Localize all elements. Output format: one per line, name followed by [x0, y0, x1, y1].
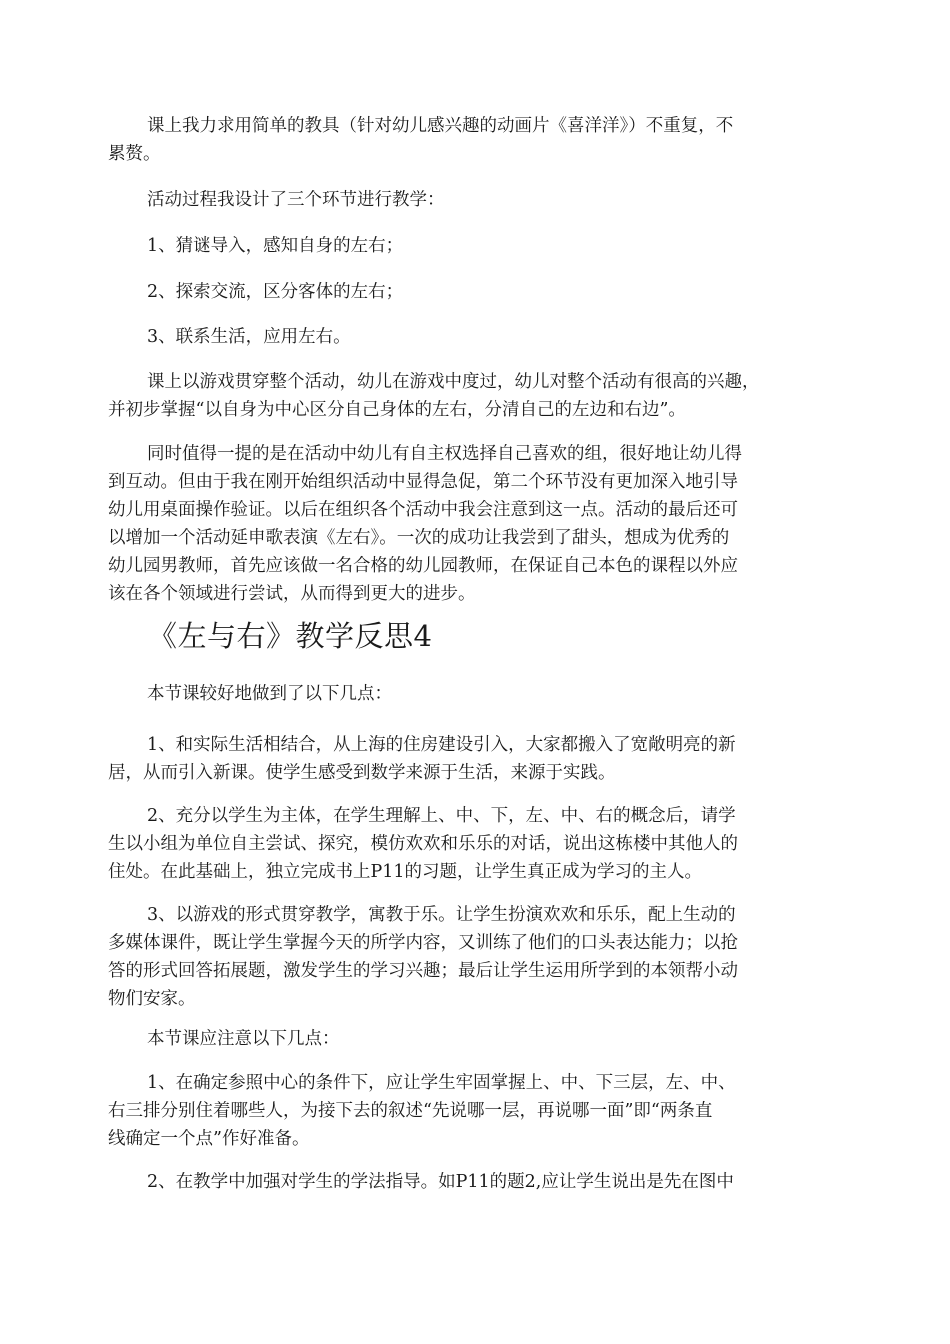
text-line: 住处。在此基础上，独立完成书上P11的习题，让学生真正成为学习的主人。: [108, 862, 703, 882]
text-line: 课上我力求用简单的教具（针对幼儿感兴趣的动画片《喜洋洋》）不重复，不: [147, 116, 734, 136]
text-line: 线确定一个点”作好准备。: [108, 1129, 310, 1149]
text-line: 居，从而引入新课。使学生感受到数学来源于生活，来源于实践。: [108, 763, 616, 783]
text-line: 2、在教学中加强对学生的学法指导。如P11的题2,应让学生说出是先在图中: [147, 1172, 734, 1192]
text-line: 生以小组为单位自主尝试、探究，模仿欢欢和乐乐的对话，说出这栋楼中其他人的: [108, 834, 738, 854]
text-line: 多媒体课件，既让学生掌握今天的所学内容，又训练了他们的口头表达能力；以抢: [108, 933, 738, 953]
text-line: 1、猜谜导入，感知自身的左右；: [147, 236, 404, 256]
text-line: 活动过程我设计了三个环节进行教学：: [147, 190, 445, 210]
paragraph-step-2: [108, 278, 853, 306]
text-line: 并初步掌握“以自身为中心区分自己身体的左右，分清自己的左边和右边”。: [108, 400, 686, 420]
text-line: 课上以游戏贯穿整个活动，幼儿在游戏中度过，幼儿对整个活动有很高的兴趣，: [147, 372, 760, 392]
text-line: 本节课应注意以下几点：: [147, 1029, 340, 1049]
paragraph-attention-intro: [108, 1025, 853, 1053]
text-line: 幼儿园男教师，首先应该做一名合格的幼儿园教师，在保证自己本色的课程以外应: [108, 556, 738, 576]
text-line: 到互动。但由于我在刚开始组织活动中显得急促，第二个环节没有更加深入地引导: [108, 472, 738, 492]
paragraph-teaching-aids: [108, 112, 853, 168]
paragraph-good-point-3: [108, 901, 853, 1013]
text-line: 1、在确定参照中心的条件下，应让学生牢固掌握上、中、下三层，左、中、: [147, 1073, 736, 1093]
paragraph-reflection: [108, 440, 853, 608]
text-line: 2、探索交流，区分客体的左右；: [147, 282, 404, 302]
paragraph-step-1: [108, 232, 853, 260]
paragraph-activity-process: [108, 186, 853, 214]
text-line: 累赘。: [108, 144, 161, 164]
text-line: 1、和实际生活相结合，从上海的住房建设引入，大家都搬入了宽敞明亮的新: [147, 735, 736, 755]
text-line: 答的形式回答拓展题，激发学生的学习兴趣；最后让学生运用所学到的本领帮小动: [108, 961, 738, 981]
text-line: 同时值得一提的是在活动中幼儿有自主权选择自己喜欢的组，很好地让幼儿得: [147, 444, 742, 464]
text-line: 2、充分以学生为主体，在学生理解上、中、下，左、中、右的概念后，请学: [147, 806, 736, 826]
paragraph-good-point-1: [108, 731, 853, 787]
text-line: 本节课较好地做到了以下几点：: [147, 684, 392, 704]
text-line: 幼儿用桌面操作验证。以后在组织各个活动中我会注意到这一点。活动的最后还可: [108, 500, 738, 520]
text-line: 物们安家。: [108, 989, 196, 1009]
paragraph-attention-point-2: [108, 1168, 853, 1196]
section-heading: 《左与右》教学反思4: [148, 619, 433, 653]
paragraph-good-point-2: [108, 802, 853, 886]
paragraph-step-3: [108, 323, 853, 351]
text-line: 3、以游戏的形式贯穿教学，寓教于乐。让学生扮演欢欢和乐乐，配上生动的: [147, 905, 736, 925]
paragraph-attention-point-1: [108, 1069, 853, 1153]
paragraph-game-activity: [108, 368, 853, 424]
text-line: 3、联系生活，应用左右。: [147, 327, 351, 347]
text-line: 该在各个领域进行尝试，从而得到更大的进步。: [108, 584, 476, 604]
text-line: 右三排分别住着哪些人，为接下去的叙述“先说哪一层，再说哪一面”即“两条直: [108, 1101, 713, 1121]
text-line: 以增加一个活动延申歌表演《左右》。一次的成功让我尝到了甜头，想成为优秀的: [108, 528, 730, 548]
paragraph-good-points-intro: [108, 680, 853, 708]
